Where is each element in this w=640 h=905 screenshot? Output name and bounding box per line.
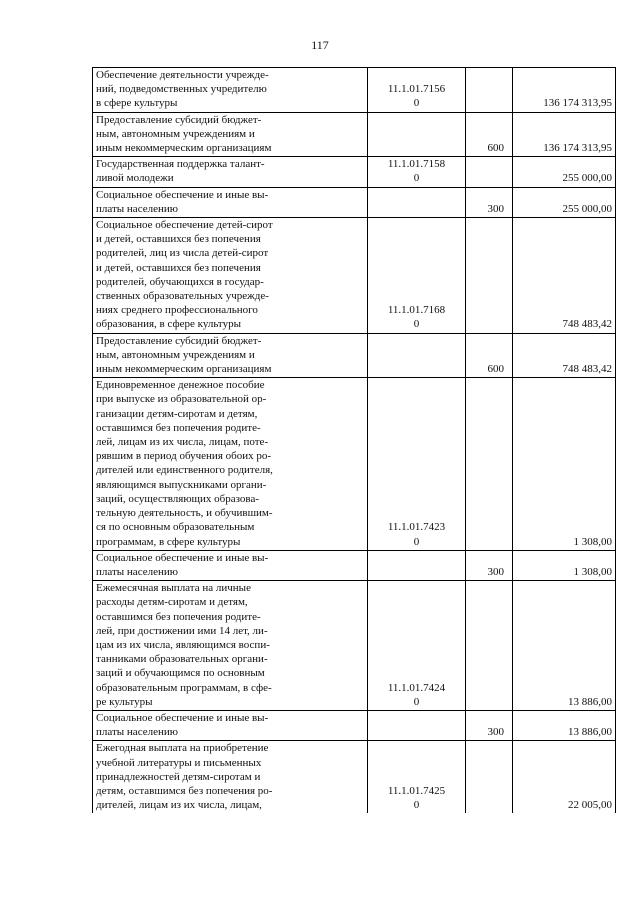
table-row — [93, 112, 616, 157]
cell-amount: 255 000,00 — [513, 157, 616, 187]
cell-expense-type — [466, 68, 513, 113]
cell-name: Предоставление субсидий бюджет- ным, автономным учреждениям и иным некоммерческим организациям — [93, 112, 368, 157]
cell-expense-type: 300 — [466, 187, 513, 217]
cell-name: Ежегодная выплата на приобретение учебной литературы и письменных принадлежностей детям-сиротам и детям, оставшимся без попечения ро- дителей, лицам из их числа, лицам, — [93, 741, 368, 814]
cell-expense-type — [466, 581, 513, 711]
table-row — [93, 157, 616, 187]
cell-expense-type: 600 — [466, 112, 513, 157]
cell-expense-type: 600 — [466, 333, 513, 378]
cell-code: 11.1.01.7423 0 — [368, 378, 466, 550]
cell-amount: 255 000,00 — [513, 187, 616, 217]
cell-name: Социальное обеспечение и иные вы- платы населению — [93, 550, 368, 580]
cell-code: 11.1.01.7156 0 — [368, 68, 466, 113]
cell-amount: 13 886,00 — [513, 581, 616, 711]
budget-table — [92, 67, 616, 813]
cell-expense-type: 300 — [466, 710, 513, 740]
cell-expense-type: 300 — [466, 550, 513, 580]
cell-code — [368, 333, 466, 378]
table-row — [93, 741, 616, 814]
cell-name: Социальное обеспечение и иные вы- платы населению — [93, 710, 368, 740]
cell-amount: 136 174 313,95 — [513, 112, 616, 157]
table-row — [93, 550, 616, 580]
cell-name: Социальное обеспечение детей-сирот и детей, оставшихся без попечения родителей, лиц из числа детей-сирот и детей, оставшихся без попечения родителей, обучающихся в государ- ственных образовательных учрежде- ниях среднего профессионального образования, в сфере культуры — [93, 218, 368, 334]
cell-amount: 22 005,00 — [513, 741, 616, 814]
cell-amount: 748 483,42 — [513, 333, 616, 378]
cell-expense-type — [466, 218, 513, 334]
cell-expense-type — [466, 741, 513, 814]
table-row — [93, 378, 616, 550]
cell-code: 11.1.01.7168 0 — [368, 218, 466, 334]
cell-amount: 748 483,42 — [513, 218, 616, 334]
cell-code — [368, 187, 466, 217]
cell-name: Социальное обеспечение и иные вы- платы населению — [93, 187, 368, 217]
cell-code: 11.1.01.7158 0 — [368, 157, 466, 187]
cell-expense-type — [466, 157, 513, 187]
cell-code — [368, 550, 466, 580]
table-row — [93, 581, 616, 711]
table-row — [93, 68, 616, 113]
cell-name: Обеспечение деятельности учрежде- ний, подведомственных учредителю в сфере культуры — [93, 68, 368, 113]
cell-amount: 136 174 313,95 — [513, 68, 616, 113]
table-row — [93, 333, 616, 378]
cell-expense-type — [466, 378, 513, 550]
cell-code — [368, 112, 466, 157]
cell-code — [368, 710, 466, 740]
cell-code: 11.1.01.7424 0 — [368, 581, 466, 711]
table-row — [93, 187, 616, 217]
table-row — [93, 218, 616, 334]
cell-amount: 13 886,00 — [513, 710, 616, 740]
cell-name: Предоставление субсидий бюджет- ным, автономным учреждениям и иным некоммерческим организациям — [93, 333, 368, 378]
cell-code: 11.1.01.7425 0 — [368, 741, 466, 814]
budget-table-body — [93, 68, 616, 814]
cell-name: Государственная поддержка талант- ливой молодежи — [93, 157, 368, 187]
table-row — [93, 710, 616, 740]
cell-name: Единовременное денежное пособие при выпуске из образовательной ор- ганизации детям-сиротам и детям, оставшимся без попечения родите- лей, лицам из их числа, лицам, поте- рявшим в период обучения обоих ро- дителей или единственного родителя, являющимся выпускниками органи- заций, осуществляющих образова- тельную деятельность, и обучившим- ся по основным образовательным программам, в сфере культуры — [93, 378, 368, 550]
page-number: 117 — [311, 38, 329, 52]
cell-amount: 1 308,00 — [513, 550, 616, 580]
cell-name: Ежемесячная выплата на личные расходы детям-сиротам и детям, оставшимся без попечения родите- лей, при достижении ими 14 лет, ли- цам из их числа, являющимся воспи- танниками образовательных органи- заций и обучающимся по основным образовательным программам, в сфе- ре культуры — [93, 581, 368, 711]
cell-amount: 1 308,00 — [513, 378, 616, 550]
